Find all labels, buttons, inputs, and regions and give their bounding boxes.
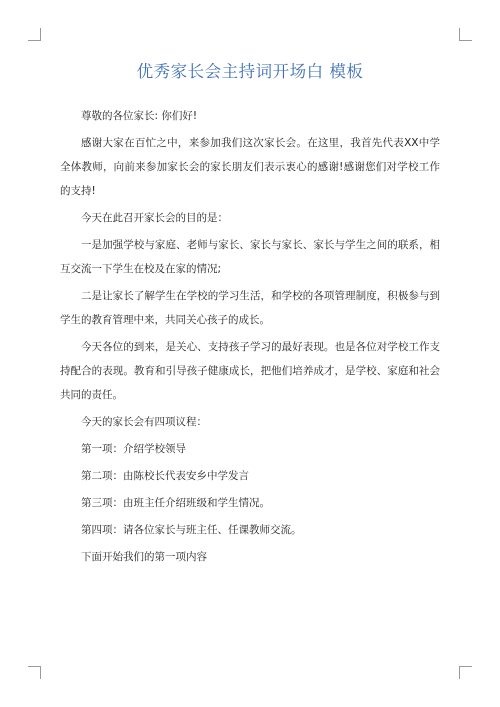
page-corner-mark-bottom-left <box>28 666 41 679</box>
paragraph-purpose-two: 二是让家长了解学生在学校的学习生活，和学校的各项管理制度，积极参与到学生的教育管理中来，共同关心孩子的成长。 <box>60 290 440 326</box>
page-corner-mark-top-right <box>459 28 472 41</box>
paragraph-purpose-intro: 今天在此召开家长会的目的是： <box>81 212 228 224</box>
agenda-item-1: 第一项：介绍学校领导 <box>81 443 186 455</box>
paragraph-closing: 下面开始我们的第一项内容 <box>81 551 207 563</box>
agenda-item-2: 第二项：由陈校长代表安乡中学发言 <box>81 470 249 482</box>
agenda-item-4: 第四项：请各位家长与班主任、任课教师交流。 <box>81 524 302 536</box>
page-corner-mark-bottom-right <box>459 666 472 679</box>
paragraph-thanks: 感谢大家在百忙之中，来参加我们这次家长会。在这里，我首先代表XX中学全体教师，向前来参加家长会的家长朋友们表示衷心的感谢!感谢您们对学校工作的支持! <box>60 137 440 197</box>
paragraph-greeting: 尊敬的各位家长: 你们好! <box>81 110 198 122</box>
document-page <box>60 58 440 572</box>
paragraph-purpose-one: 一是加强学校与家庭、老师与家长、家长与家长、家长与学生之间的联系，相互交流一下学生在校及在家的情况; <box>60 239 440 275</box>
page-corner-mark-top-left <box>28 28 41 41</box>
paragraph-appreciation: 今天各位的到来，是关心、支持孩子学习的最好表现。也是各位对学校工作支持配合的表现。教育和引导孩子健康成长，把他们培养成才，是学校、家庭和社会共同的责任。 <box>60 341 440 401</box>
paragraph-agenda-intro: 今天的家长会有四项议程： <box>81 416 207 428</box>
agenda-item-3: 第三项：由班主任介绍班级和学生情况。 <box>81 497 270 509</box>
document-title: 优秀家长会主持词开场白 模板 <box>136 62 364 81</box>
